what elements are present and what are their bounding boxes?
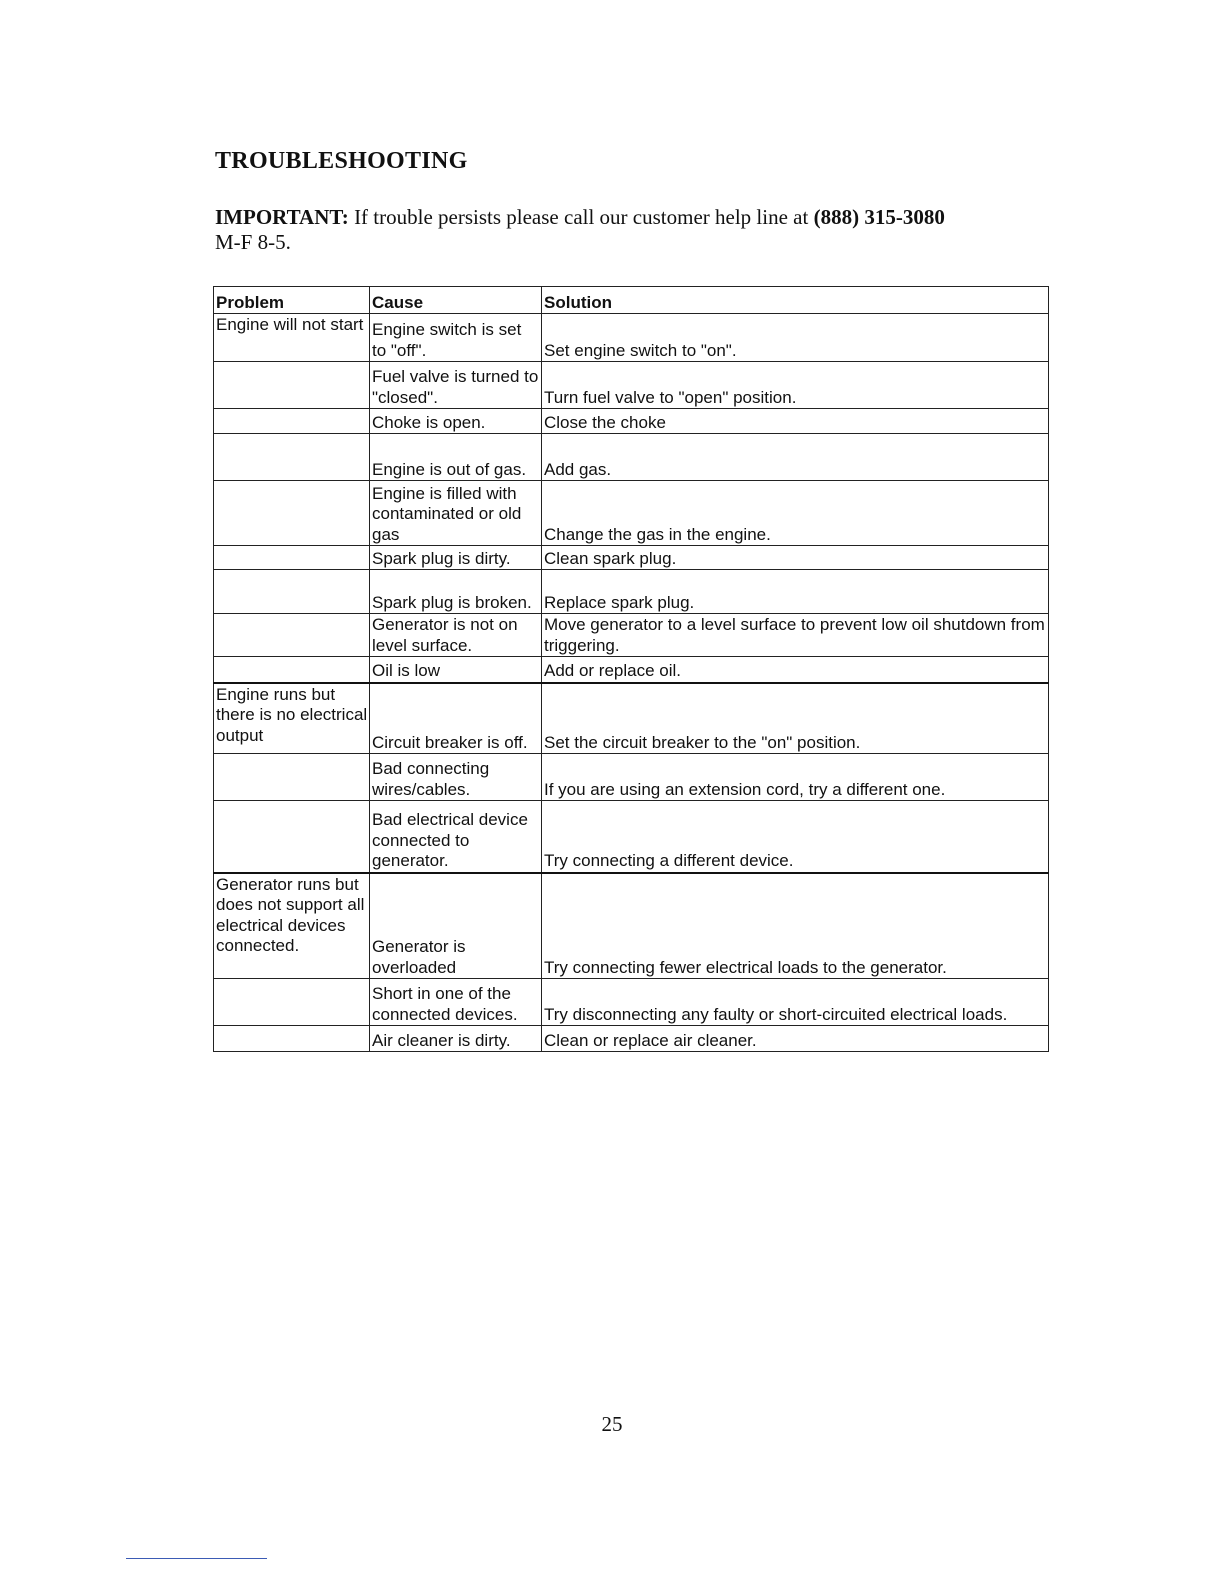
table-row [214,657,1049,683]
help-line-hours: M-F 8-5. [215,230,291,254]
problem-cell [214,614,370,657]
table-row [214,683,1049,754]
problem-cell [214,546,370,570]
solution-cell: Try connecting a different device. [542,801,1049,873]
solution-cell: Set the circuit breaker to the "on" position. [542,683,1049,754]
table-row [214,314,1049,362]
problem-cell [214,434,370,481]
cause-cell: Choke is open. [370,409,542,434]
table-row [214,873,1049,979]
solution-cell: Add gas. [542,434,1049,481]
important-text: If trouble persists please call our customer help line at [354,205,809,229]
solution-cell: If you are using an extension cord, try a different one. [542,754,1049,801]
problem-cell [214,362,370,409]
help-line-phone: (888) 315-3080 [813,205,945,229]
solution-cell: Move generator to a level surface to prevent low oil shutdown from triggering. [542,614,1049,657]
footnote-divider [126,1558,267,1559]
table-row [214,801,1049,873]
table-row [214,570,1049,614]
problem-cell: Engine runs but there is no electrical output [214,683,370,754]
table-row [214,434,1049,481]
solution-cell: Set engine switch to "on". [542,314,1049,362]
important-notice [215,205,1035,255]
cause-cell: Bad electrical device connected to generator. [370,801,542,873]
table-row [214,546,1049,570]
cause-cell: Short in one of the connected devices. [370,979,542,1026]
problem-cell [214,409,370,434]
solution-cell: Add or replace oil. [542,657,1049,683]
problem-cell [214,657,370,683]
problem-cell [214,979,370,1026]
cause-cell: Fuel valve is turned to "closed". [370,362,542,409]
cause-cell: Bad connecting wires/cables. [370,754,542,801]
solution-cell: Clean or replace air cleaner. [542,1026,1049,1052]
table-row [214,362,1049,409]
cause-cell: Generator is not on level surface. [370,614,542,657]
cause-cell: Air cleaner is dirty. [370,1026,542,1052]
cause-cell: Spark plug is dirty. [370,546,542,570]
solution-cell: Close the choke [542,409,1049,434]
page-title: TROUBLESHOOTING [215,148,468,174]
solution-cell: Turn fuel valve to "open" position. [542,362,1049,409]
table-header-row [214,287,1049,314]
header-solution: Solution [542,287,1049,314]
troubleshooting-table [213,286,1049,1052]
problem-cell [214,481,370,546]
problem-cell: Engine will not start [214,314,370,362]
problem-cell [214,801,370,873]
table-row [214,979,1049,1026]
cause-cell: Generator is overloaded [370,873,542,979]
page-number: 25 [601,1412,623,1436]
table-row [214,1026,1049,1052]
header-problem: Problem [214,287,370,314]
important-label: IMPORTANT: [215,205,349,229]
problem-cell [214,1026,370,1052]
cause-cell: Spark plug is broken. [370,570,542,614]
problem-cell: Generator runs but does not support all electrical devices connected. [214,873,370,979]
table-row [214,481,1049,546]
solution-cell: Change the gas in the engine. [542,481,1049,546]
cause-cell: Engine switch is set to "off". [370,314,542,362]
solution-cell: Try disconnecting any faulty or short-circuited electrical loads. [542,979,1049,1026]
solution-cell: Try connecting fewer electrical loads to the generator. [542,873,1049,979]
problem-cell [214,754,370,801]
solution-cell: Replace spark plug. [542,570,1049,614]
cause-cell: Circuit breaker is off. [370,683,542,754]
cause-cell: Oil is low [370,657,542,683]
table-row [214,754,1049,801]
solution-cell: Clean spark plug. [542,546,1049,570]
cause-cell: Engine is out of gas. [370,434,542,481]
header-cause: Cause [370,287,542,314]
table-row [214,409,1049,434]
problem-cell [214,570,370,614]
cause-cell: Engine is filled with contaminated or old gas [370,481,542,546]
table-row [214,614,1049,657]
